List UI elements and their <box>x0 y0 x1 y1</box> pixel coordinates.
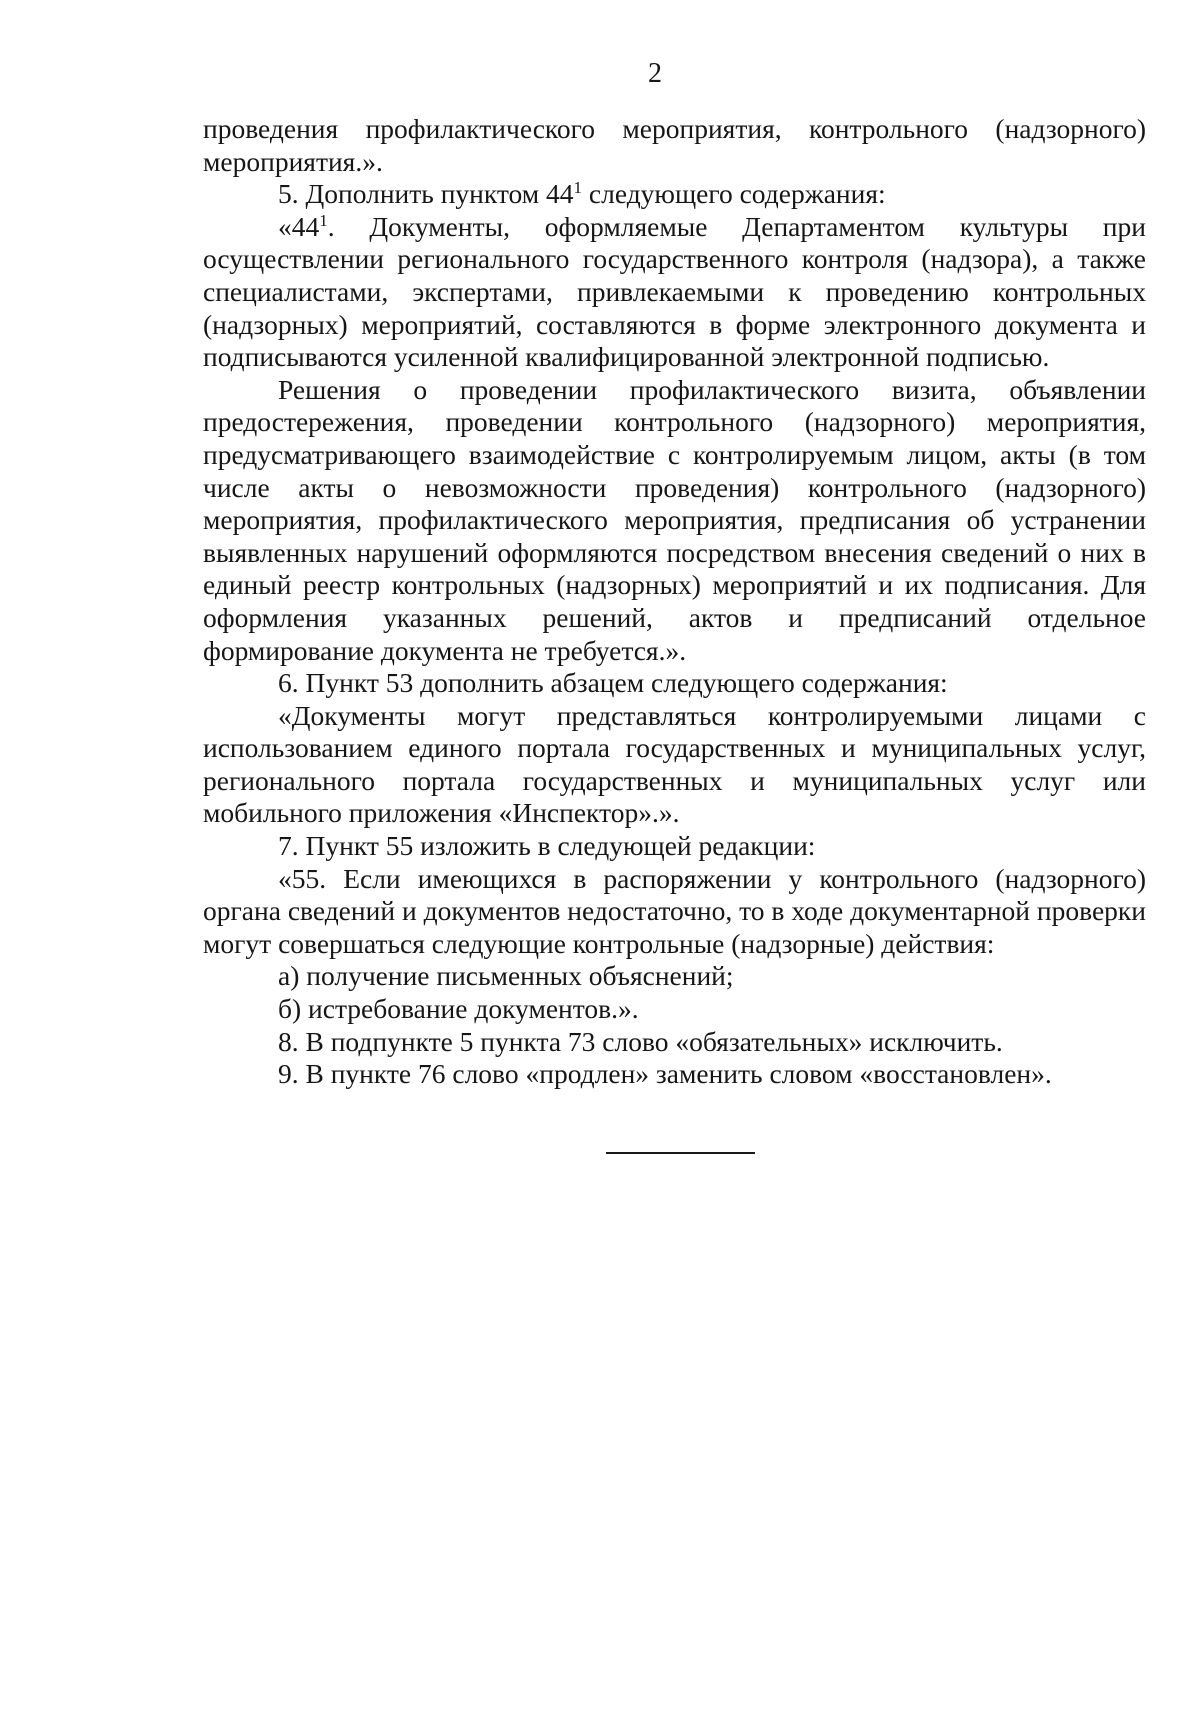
paragraph-item-5-text: 5. Дополнить пунктом 44 <box>278 178 574 210</box>
page-number: 2 <box>648 58 662 89</box>
paragraph-subitem-a: а) получение письменных объяснений; <box>278 960 734 992</box>
paragraph-item-6: 6. Пункт 53 дополнить абзацем следующего содержания: <box>278 667 948 699</box>
end-divider <box>606 1152 755 1154</box>
paragraph-subitem-b: б) истребование документов.». <box>278 993 639 1025</box>
paragraph-item-5 <box>203 178 1146 211</box>
paragraph-item-7: 7. Пункт 55 изложить в следующей редакции: <box>278 830 816 862</box>
paragraph-item-8: 8. В подпункте 5 пункта 73 слово «обязательных» исключить. <box>278 1025 1003 1057</box>
paragraph-decisions: Решения о проведении профилактического визита, объявлении предостережения, проведении контрольного (надзорного) мероприятия, предусматривающего взаимодействие с контролируемым лицом, акты (в том числе акты о невозможности проведения) контрольного (надзорного) мероприятия, профилактического мероприятия, предписания об устранении выявленных нарушений оформляются посредством внесения сведений о них в единый реестр контрольных (надзорных) мероприятий и их подписания. Для оформления указанных решений, актов и предписаний отдельное формирование документа не требуется.». <box>203 373 1146 666</box>
superscript: 1 <box>319 210 328 230</box>
paragraph-item-9: 9. В пункте 76 слово «продлен» заменить словом «восстановлен». <box>278 1058 1052 1090</box>
paragraph-documents: «Документы могут представляться контролируемыми лицами с использованием единого портала государственных и муниципальных услуг, регионального портала государственных и муниципальных услуг или мобильного приложения «Инспектор».». <box>203 699 1146 829</box>
paragraph-item-5-text-end: следующего содержания: <box>582 178 886 210</box>
paragraph-continuation: проведения профилактического мероприятия, контрольного (надзорного) мероприятия.». <box>203 113 1146 177</box>
paragraph-clause-text-end: . Документы, оформляемые Департаментом культуры при осуществлении регионального государственного контроля (надзора), а также специалистами, экспертами, привлекаемыми к проведению контрольных (надзорных) мероприятий, составляются в форме электронного документа и подписываются усиленной квалифицированной электронной подписью. <box>203 210 1146 373</box>
paragraph-clause-44-1 <box>203 211 1146 374</box>
superscript: 1 <box>573 178 583 198</box>
document-body <box>203 113 1146 1091</box>
paragraph-clause-55: «55. Если имеющихся в распоряжении у контрольного (надзорного) органа сведений и документов недостаточно, то в ходе документарной проверки могут совершаться следующие контрольные (надзорные) действия: <box>203 862 1146 959</box>
paragraph-clause-text: «44 <box>278 210 320 242</box>
